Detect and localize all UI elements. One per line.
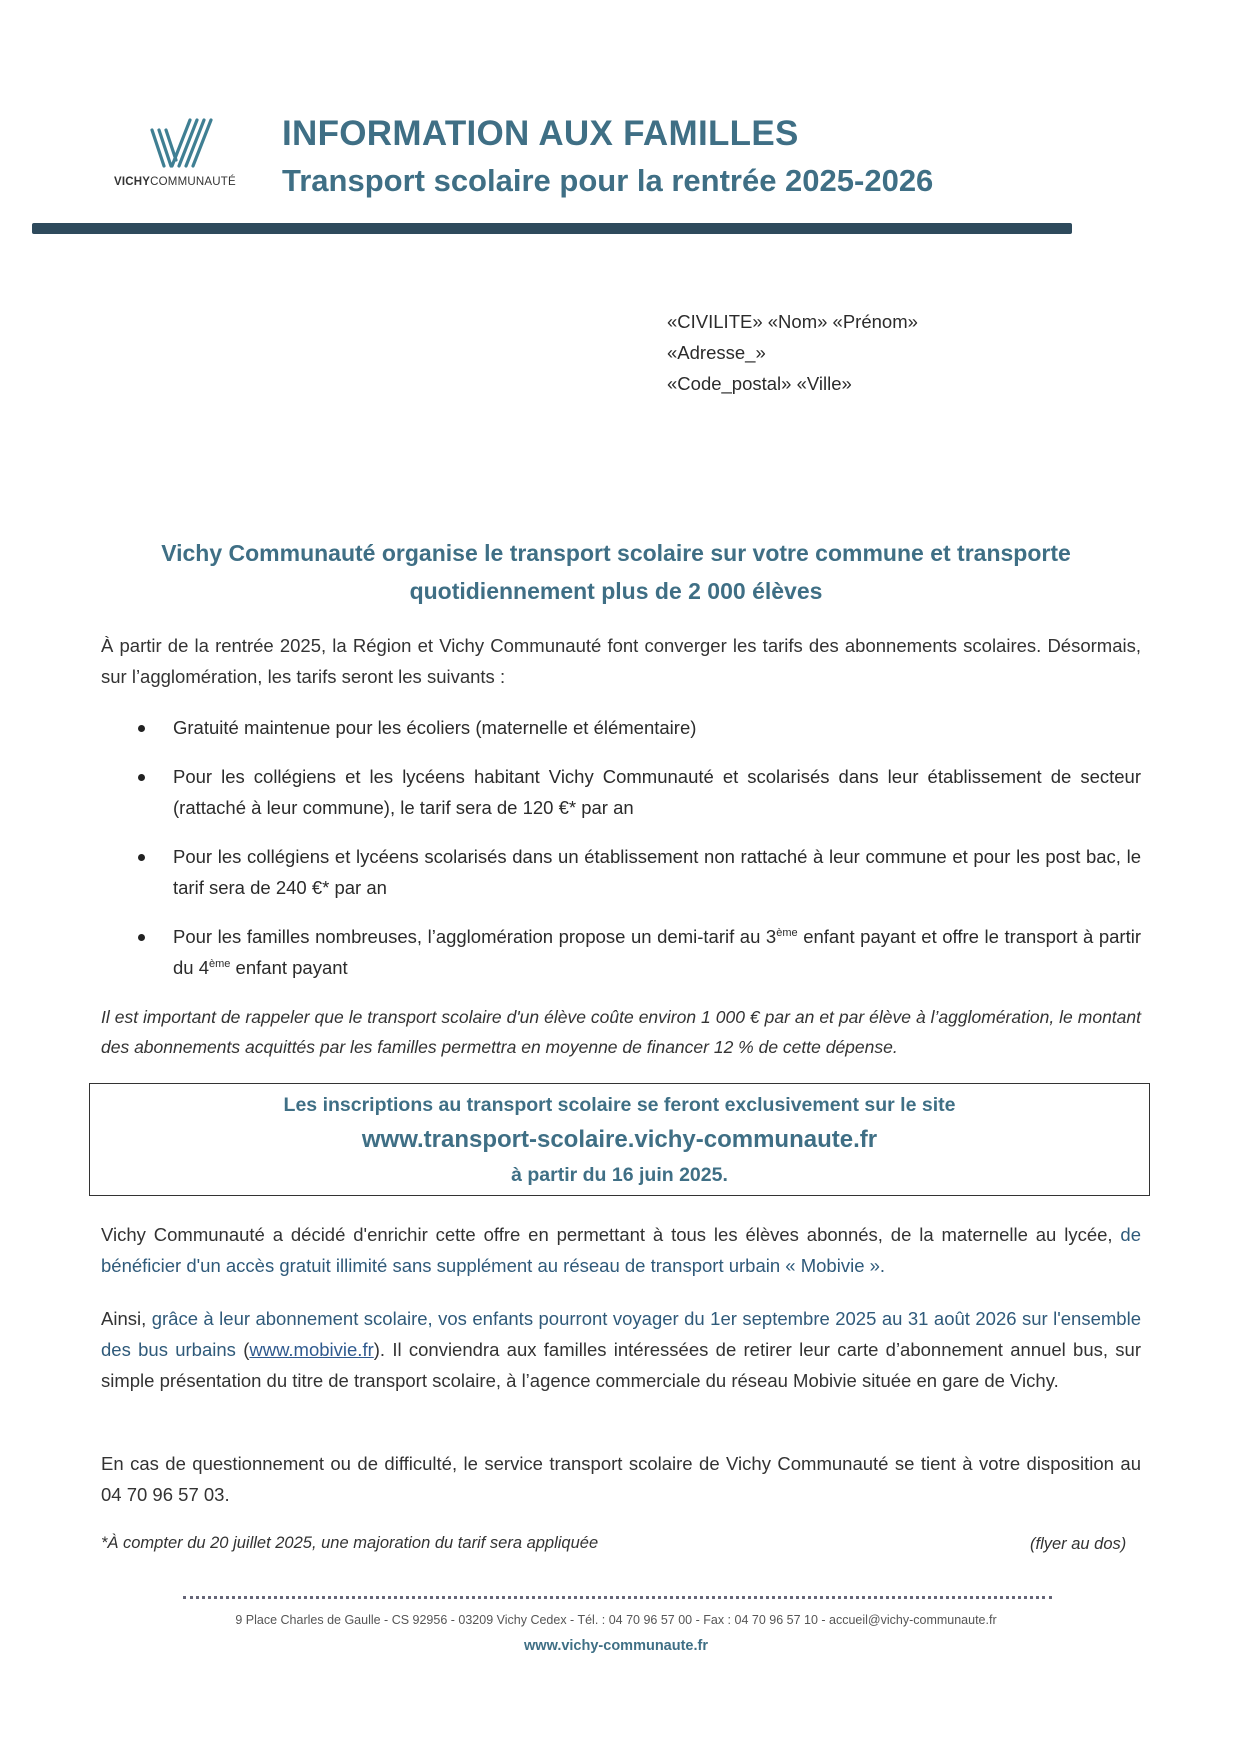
recipient-address [667, 306, 918, 399]
registration-url[interactable]: www.transport-scolaire.vichy-communaute.fr [361, 1126, 878, 1153]
contact-paragraph: En cas de questionnement ou de difficulté, le service transport scolaire de Vichy Communauté se tient à votre disposition au 04 70 96 57 03. [101, 1453, 1141, 1505]
mobivie-text: Vichy Communauté a décidé d'enrichir cette offre en permettant à tous les élèves abonnés, de la maternelle au lycée, [101, 1224, 1121, 1245]
mobivie-link[interactable]: www.mobivie.fr [249, 1339, 374, 1360]
logo-wordmark [114, 176, 236, 188]
logo-wordmark-rest: COMMUNAUTÉ [150, 176, 236, 188]
page-title: INFORMATION AUX FAMILLES [282, 114, 799, 153]
list-item [134, 712, 1141, 743]
intro-paragraph: À partir de la rentrée 2025, la Région et Vichy Communauté font converger les tarifs des abonnements scolaires. Désormais, sur l’agglomération, les tarifs seront les suivants : [101, 635, 1141, 687]
footer-website-link[interactable]: www.vichy-communaute.fr [524, 1638, 708, 1654]
bus-access-rest: ). Il conviendra aux familles intéressées de retirer leur carte d’abonnement annuel bus, sur simple présentation du titre de transport scolaire, à l’agence commerciale du réseau Mobivie située en gare de Vichy. [101, 1339, 1141, 1391]
page-subtitle: Transport scolaire pour la rentrée 2025-2026 [282, 163, 934, 198]
address-line-street: «Adresse_» [667, 342, 766, 363]
footnote: *À compter du 20 juillet 2025, une majoration du tarif sera appliquée [101, 1534, 599, 1552]
headline-line-2: quotidiennement plus de 2 000 élèves [409, 578, 823, 604]
bullet-icon [138, 774, 145, 781]
footer-divider [183, 1596, 1052, 1599]
footer-address: 9 Place Charles de Gaulle - CS 92956 - 03209 Vichy Cedex - Tél. : 04 70 96 57 00 - Fax : 04 70 96 57 10 - accueil@vichy-communaute.fr [235, 1613, 997, 1627]
list-item [134, 921, 1141, 983]
registration-date: à partir du 16 juin 2025. [511, 1164, 728, 1186]
list-item [134, 841, 1141, 903]
mobivie-highlight: de bénéficier d'un accès gratuit illimité sans supplément au réseau de transport urbain « Mobivie ». [101, 1224, 1141, 1276]
address-line-name: «CIVILITE» «Nom» «Prénom» [667, 311, 918, 332]
superscript: ème [776, 926, 798, 939]
registration-text: Les inscriptions au transport scolaire se feront exclusivement sur le site [283, 1094, 956, 1116]
bullet-icon [138, 725, 145, 732]
header-divider [32, 223, 1072, 234]
tariff-list [134, 712, 1141, 1001]
tariff-item-text-a: Pour les familles nombreuses, l’agglomération propose un demi-tarif au 3 [173, 926, 777, 947]
bullet-icon [138, 854, 145, 861]
logo-mark-icon [150, 118, 216, 172]
bus-access-paren: ( [235, 1339, 250, 1360]
tariff-item-text-b: enfant payant et offre le transport à partir du 4 [173, 926, 1142, 978]
headline-line-1: Vichy Communauté organise le transport scolaire sur votre commune et transporte [161, 540, 1071, 566]
bus-access-paragraph [101, 1303, 1141, 1396]
tariff-item-text: Pour les collégiens et lycéens scolarisés dans un établissement non rattaché à leur commune et pour les post bac, le tarif sera de 240 €* par an [173, 846, 1141, 898]
bus-access-start: Ainsi, [101, 1308, 152, 1329]
registration-box [89, 1083, 1150, 1196]
bullet-icon [138, 934, 145, 941]
logo-wordmark-bold: VICHY [114, 176, 151, 188]
mobivie-paragraph [101, 1219, 1141, 1281]
vichy-communaute-logo [108, 118, 258, 198]
tariff-item-text-c: enfant payant [230, 957, 348, 978]
address-line-city: «Code_postal» «Ville» [667, 373, 852, 394]
cost-note: Il est important de rappeler que le transport scolaire d'un élève coûte environ 1 000 € par an et par élève à l’agglomération, le montant des abonnements acquittés par les familles permettra en moyenne de financer 12 % de cette dépense. [101, 1007, 1141, 1057]
superscript: ème [209, 957, 231, 970]
flyer-note: (flyer au dos) [1030, 1535, 1127, 1553]
list-item [134, 761, 1141, 823]
tariff-item-text: Pour les collégiens et les lycéens habitant Vichy Communauté et scolarisés dans leur établissement de secteur (rattaché à leur commune), le tarif sera de 120 €* par an [173, 766, 1141, 818]
headline [96, 534, 1136, 610]
tariff-item-text: Gratuité maintenue pour les écoliers (maternelle et élémentaire) [173, 717, 697, 738]
bus-access-highlight: grâce à leur abonnement scolaire, vos enfants pourront voyager du 1er septembre 2025 au 31 août 2026 sur l'ensemble des bus urbains [101, 1308, 1141, 1360]
